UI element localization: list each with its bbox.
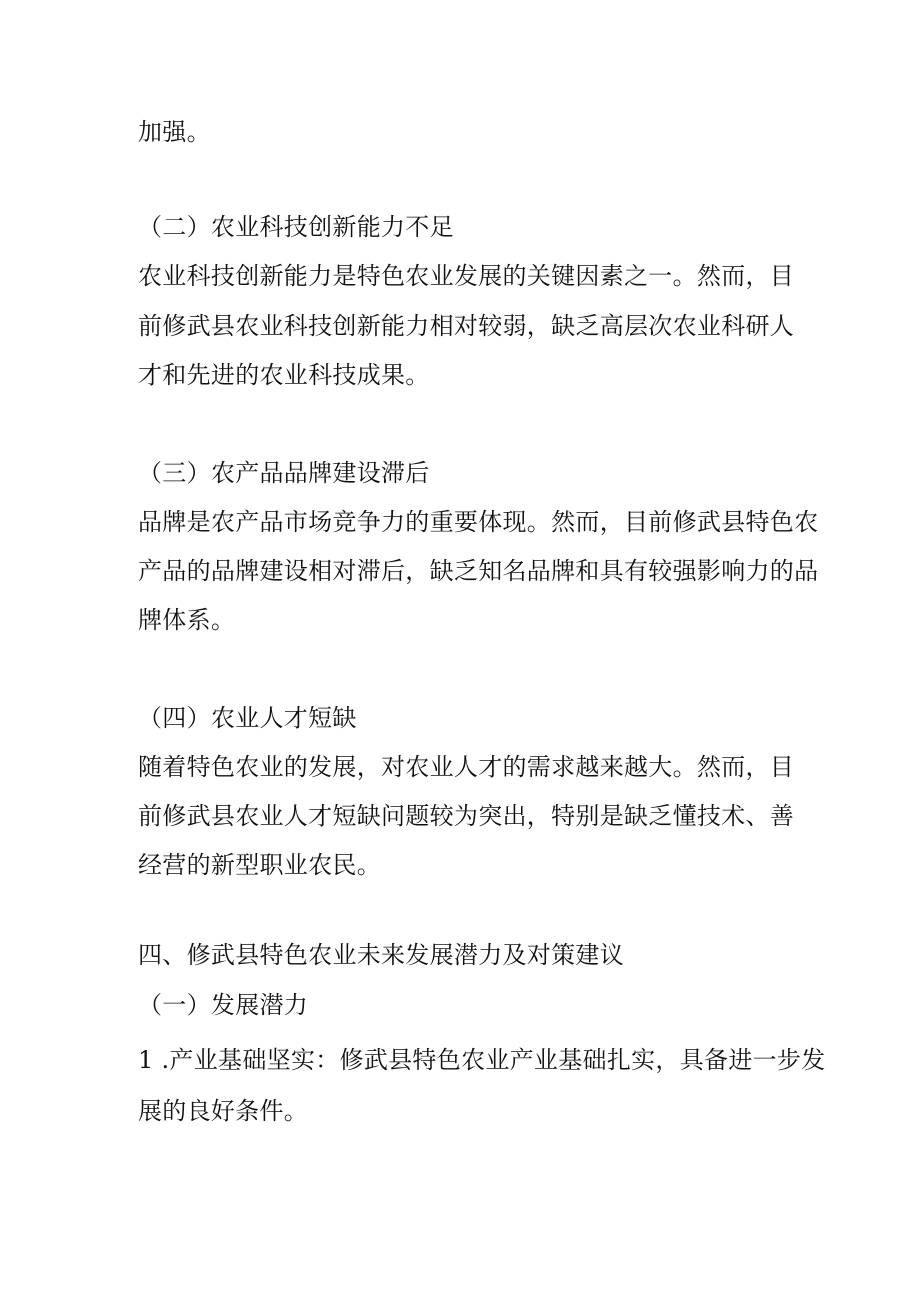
section-4-heading: （四）农业人才短缺 — [138, 704, 357, 732]
section-4-line-2: 前修武县农业人才短缺问题较为突出，特别是缺乏懂技术、善 — [138, 802, 795, 830]
section-3-line-3: 牌体系。 — [138, 606, 236, 634]
section-2-line-2: 前修武县农业科技创新能力相对较弱，缺乏高层次农业科研人 — [138, 312, 795, 340]
section-2-line-1: 农业科技创新能力是特色农业发展的关键因素之一。然而，目 — [138, 262, 795, 290]
section-4-line-1: 随着特色农业的发展，对农业人才的需求越来越大。然而，目 — [138, 753, 795, 781]
section-2-line-3: 才和先进的农业科技成果。 — [138, 361, 430, 389]
chapter-4-subheading: （一）发展潜力 — [138, 991, 309, 1019]
section-4-line-3: 经营的新型职业农民。 — [138, 851, 381, 879]
intro-tail-text: 加强。 — [138, 118, 211, 146]
item-1-line-1: 1 .产业基础坚实：修武县特色农业产业基础扎实，具备进一步发 — [138, 1046, 826, 1074]
item-1-line-2: 展的良好条件。 — [138, 1097, 309, 1125]
section-3-heading: （三）农产品品牌建设滞后 — [138, 459, 430, 487]
section-3-line-1: 品牌是农产品市场竞争力的重要体现。然而，目前修武县特色农 — [138, 508, 819, 536]
section-2-heading: （二）农业科技创新能力不足 — [138, 213, 454, 241]
section-3-line-2: 产品的品牌建设相对滞后，缺乏知名品牌和具有较强影响力的品 — [138, 557, 819, 585]
chapter-4-title: 四、修武县特色农业未来发展潜力及对策建议 — [138, 941, 624, 969]
